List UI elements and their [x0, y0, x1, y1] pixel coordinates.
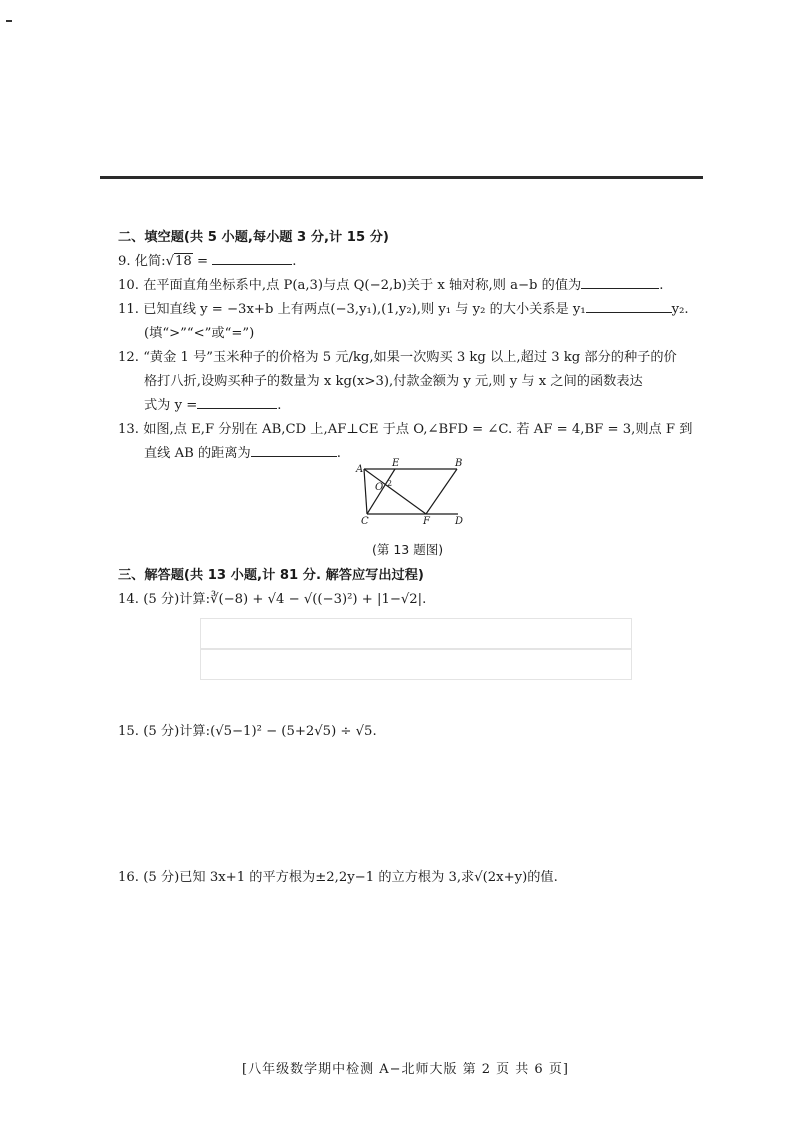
q12-answer-blank[interactable]: [197, 394, 277, 409]
label-F: F: [423, 516, 430, 527]
q10-answer-blank[interactable]: [581, 274, 659, 289]
question-14: [118, 588, 698, 612]
bleed-through-line: [200, 648, 632, 650]
page-content: [118, 226, 698, 890]
page-footer: [八年级数学期中检测 A−北师大版 第 2 页 共 6 页]: [242, 1062, 569, 1077]
q12-line3: 式为 y =: [144, 398, 198, 413]
q11-answer-blank[interactable]: [586, 298, 672, 313]
section3-title: 三、解答题(共 13 小题,计 81 分. 解答应写出过程): [118, 568, 424, 583]
q16-text: (5 分)已知 3x+1 的平方根为±2,2y−1 的立方根为 3,求√(2x+y)的值.: [143, 870, 558, 885]
section2-title: 二、填空题(共 5 小题,每小题 3 分,计 15 分): [118, 230, 389, 245]
q12-line1: “黄金 1 号”玉米种子的价格为 5 元/kg,如果一次购买 3 kg 以上,超过 3 kg 部分的种子的价: [143, 350, 677, 365]
label-B: B: [455, 458, 463, 469]
q14-text: (5 分)计算:∛(−8) + √4 − √((−3)²) + |1−√2|.: [143, 592, 427, 607]
label-D: D: [455, 516, 464, 527]
q15-text: (5 分)计算:(√5−1)² − (5+2√5) ÷ √5.: [143, 724, 377, 739]
question-9: 9. 化简:√18 = .: [118, 250, 698, 274]
q12-line2: 格打八折,设购买种子的数量为 x kg(x>3),付款金额为 y 元,则 y 与 x 之间的函数表达: [144, 374, 643, 389]
question-16: [118, 866, 698, 890]
q13-line1: 如图,点 E,F 分别在 AB,CD 上,AF⊥CE 于点 O,∠BFD = ∠C. 若 AF = 4,BF = 3,则点 F 到: [143, 422, 693, 437]
segment-BF: [426, 469, 457, 514]
q10-text: 在平面直角坐标系中,点 P(a,3)与点 Q(−2,b)关于 x 轴对称,则 a−b 的值为: [143, 278, 582, 293]
q12-line3-wrap: 式为 y = .: [118, 394, 698, 418]
question-10: 10. 在平面直角坐标系中,点 P(a,3)与点 Q(−2,b)关于 x 轴对称,则 a−b 的值为 .: [118, 274, 698, 298]
label-E: E: [392, 458, 400, 469]
q15-number: 15.: [118, 724, 139, 739]
segment-AC: [364, 469, 367, 514]
parallelogram-diagram: [118, 458, 698, 538]
q11-tail: y₂.: [671, 302, 689, 317]
q11-number: 11.: [118, 302, 139, 317]
scan-mark: [6, 20, 12, 22]
sqrt-sign: √: [165, 254, 175, 269]
label-C: C: [361, 516, 369, 527]
q13-line2: 直线 AB 的距离为: [144, 446, 251, 461]
question-12: [118, 346, 698, 418]
label-angle: 2: [387, 479, 393, 488]
label-O: O: [375, 482, 384, 493]
question-11: [118, 298, 698, 346]
q11-text: 已知直线 y = −3x+b 上有两点(−3,y₁),(1,y₂),则 y₁ 与 y₂ 的大小关系是 y₁: [143, 302, 586, 317]
q9-text: 化简:: [134, 254, 166, 269]
q13-answer-blank[interactable]: [251, 442, 337, 457]
q11-line2: (填“>”“<”或“=”): [144, 326, 255, 341]
q13-number: 13.: [118, 422, 139, 437]
label-A: A: [356, 464, 364, 475]
q12-number: 12.: [118, 350, 139, 365]
q13-figure: [118, 458, 698, 558]
q13-line2-wrap: 直线 AB 的距离为 .: [118, 442, 698, 466]
q9-equals: =: [197, 254, 209, 269]
q9-answer-blank[interactable]: [212, 250, 292, 265]
figure-caption: (第 13 题图): [372, 542, 444, 557]
question-13: [118, 418, 698, 466]
q14-number: 14.: [118, 592, 139, 607]
q9-radicand: 18: [175, 254, 192, 269]
q16-number: 16.: [118, 870, 139, 885]
question-15: [118, 720, 698, 744]
q10-number: 10.: [118, 278, 139, 293]
segment-AF: [364, 469, 426, 514]
header-rule: [100, 176, 703, 179]
q9-number: 9.: [118, 254, 131, 269]
